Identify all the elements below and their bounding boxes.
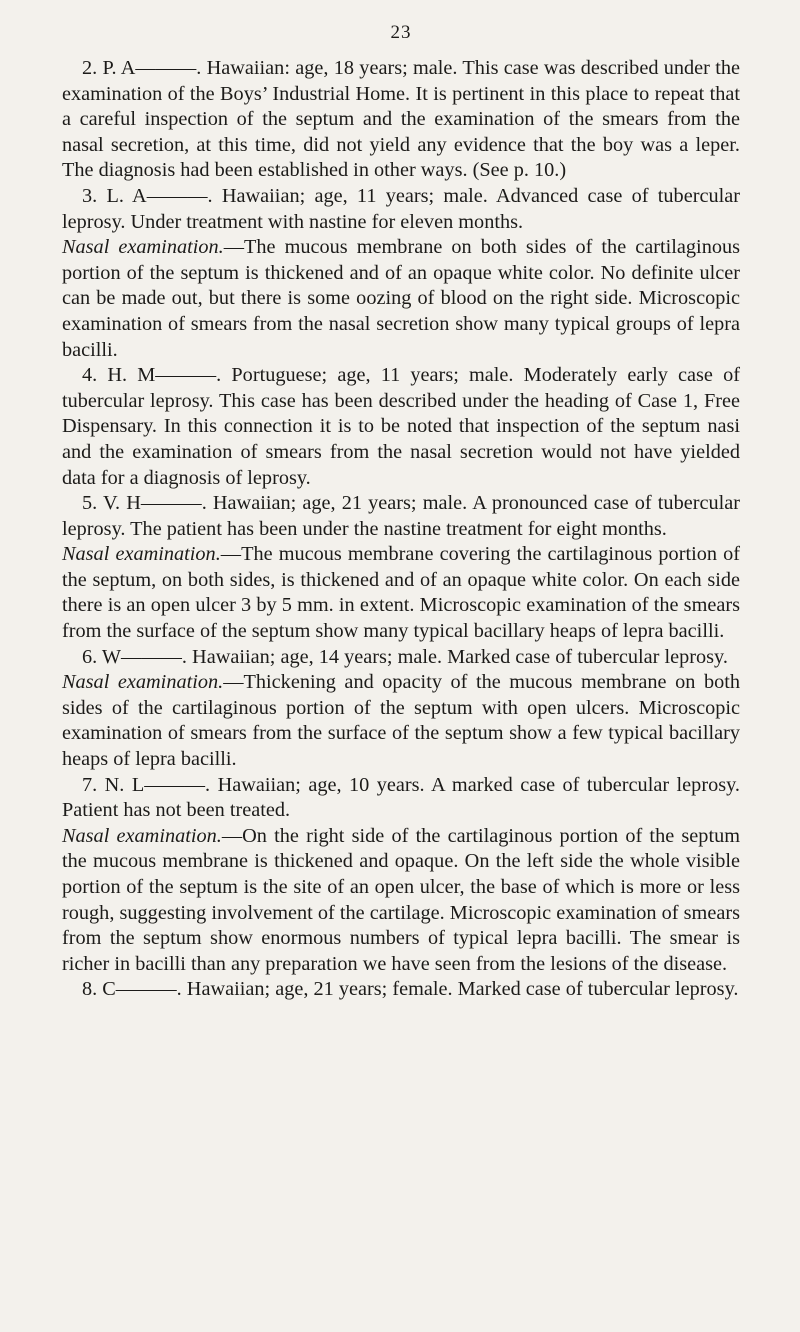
paragraph-text: —On the right side of the cartilaginous portion of the septum the mucous membrane is thickened and opaque. On the left side the whole visible portion of the septum is the site of an open ulcer, the base of which is more or less rough, suggesting involvement of the cartilage. Microscopic examination of smears from the septum show enormous numbers of typical lepra bacilli. The smear is richer in bacilli than any preparation we have seen from the lesions of the disease. (62, 824, 741, 975)
paragraph-nasal-examination-3 (62, 235, 740, 363)
paragraph-label: Nasal examination. (62, 543, 221, 566)
paragraph-case-5 (62, 491, 740, 542)
paragraph-nasal-examination-7 (62, 824, 740, 978)
paragraph-text: 8. C———. Hawaiian; age, 21 years; female. Marked case of tubercular leprosy. (82, 978, 739, 1001)
paragraph-case-2 (62, 56, 740, 184)
paragraph-label: Nasal examination. (62, 824, 222, 847)
paragraph-label: Nasal examination. (62, 236, 224, 259)
paragraph-case-3 (62, 184, 740, 235)
paragraph-text: —The mucous membrane on both sides of the cartilaginous portion of the septum is thickened and of an opaque white color. No definite ulcer can be made out, but there is some oozing of blood on the right side. Microscopic examination of smears from the nasal secretion show many typical groups of lepra bacilli. (62, 236, 741, 361)
paragraph-text: 3. L. A———. Hawaiian; age, 11 years; male. Advanced case of tubercular leprosy. Under treatment with nastine for eleven months. (62, 184, 740, 233)
page-number: 23 (390, 22, 412, 43)
paragraph-text: 6. W———. Hawaiian; age, 14 years; male. Marked case of tubercular leprosy. (82, 645, 728, 668)
paragraph-text: 2. P. A———. Hawaiian: age, 18 years; male. This case was described under the examination of the Boys’ Industrial Home. It is pertinent in this place to repeat that a careful inspection of the septum and the examination of the smears from the nasal secretion, at this time, did not yield any evidence that the boy was a leper. The diagnosis had been established in other ways. (See p. 10.) (62, 57, 740, 182)
paragraph-case-6 (62, 645, 740, 671)
paragraph-label: Nasal examination. (62, 671, 224, 694)
paragraph-nasal-examination-5 (62, 542, 740, 644)
paragraph-case-7 (62, 773, 740, 824)
paragraph-text: —The mucous membrane covering the cartilaginous portion of the septum, on both sides, is thickened and of an opaque white color. On each side there is an open ulcer 3 by 5 mm. in extent. Microscopic examination of the smears from the surface of the septum show many typical bacillary heaps of lepra bacilli. (62, 543, 741, 643)
paragraph-text: 4. H. M———. Portuguese; age, 11 years; male. Moderately early case of tubercular leprosy. This case has been described under the heading of Case 1, Free Dispensary. In this connection it is to be noted that inspection of the septum nasi and the examination of smears from the nasal secretion would not have yielded data for a diagnosis of leprosy. (62, 364, 740, 489)
paragraph-nasal-examination-6 (62, 670, 740, 772)
paragraph-case-8 (62, 977, 740, 1003)
paragraph-text: 5. V. H———. Hawaiian; age, 21 years; male. A pronounced case of tubercular leprosy. The patient has been under the nastine treatment for eight months. (62, 492, 740, 540)
paragraph-text: 7. N. L———. Hawaiian; age, 10 years. A marked case of tubercular leprosy. Patient has not been treated. (62, 773, 740, 822)
paragraph-case-4 (62, 363, 740, 491)
paragraph-text: —Thickening and opacity of the mucous membrane on both sides of the cartilaginous portion of the septum with open ulcers. Microscopic examination of smears from the surface of the septum show a few typical bacillary heaps of lepra bacilli. (62, 671, 741, 771)
